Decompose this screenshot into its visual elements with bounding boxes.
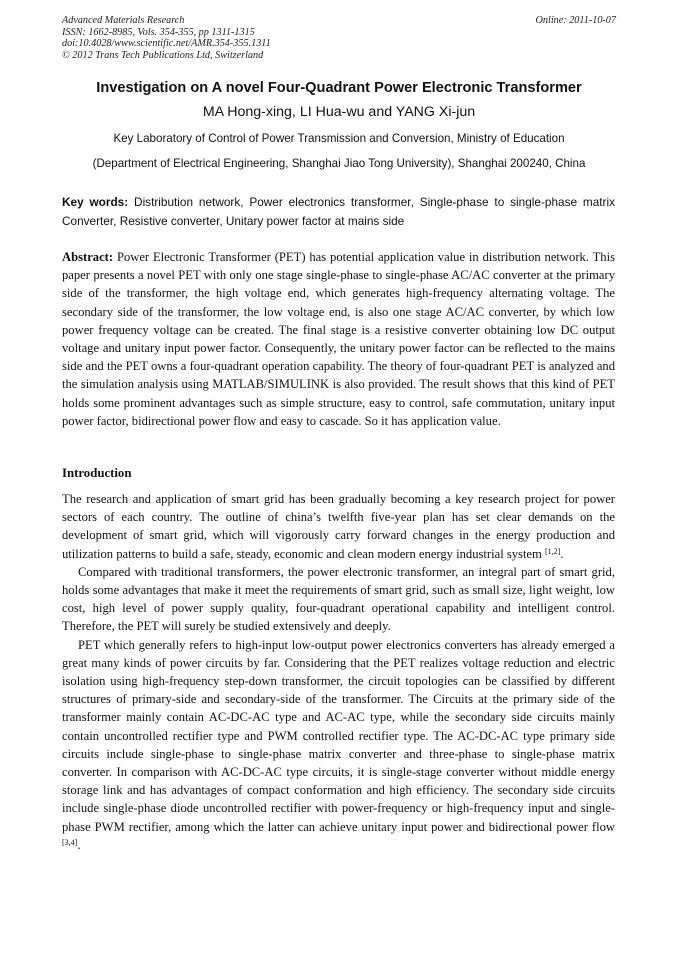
intro-paragraph-3 (62, 636, 615, 854)
keywords-label: Key words: (62, 195, 129, 209)
citation-ref: [1,2] (544, 546, 561, 556)
online-date: Online: 2011-10-07 (535, 15, 616, 26)
issn-line: ISSN: 1662-8985, Vols. 354-355, pp 1311-1315 (62, 26, 255, 38)
intro-paragraph-2: Compared with traditional transformers, the power electronic transformer, an integral part of smart grid, holds some advantages that make it meet the requirements of smart grid, such as small size, light weight, low cost, high level of power supply quality, four-quadrant operational capability and intelligent control. Therefore, the PET will surely be studied extensively and deeply. (62, 564, 615, 634)
citation-ref: [3,4] (62, 837, 78, 847)
intro-p3-end: . (77, 837, 81, 852)
abstract-text: Power Electronic Transformer (PET) has potential application value in distribution network. This paper presents a novel PET with only one stage single-phase to single-phase AC/AC converter at the primary side of the transformer, the high voltage end, which generates high-frequency alternating voltage. The secondary side of the transformer, the low voltage end, is also one stage AC/AC converter, by which low power frequency voltage can be created. The final stage is a resistive converter obtaining low DC output voltage and unitary input power factor. Consequently, the unitary power factor can be reflected to the mains side and the PET owns a four-quadrant operation capability. The theory of four-quadrant PET is analyzed and the simulation analysis using MATLAB/SIMULINK is also provided. The result shows that this kind of PET holds some prominent advantages such as simple structure, easy to control, safe commutation, unitary input power factor, bidirectional power flow and easy to cascade. So it has application value. (62, 250, 615, 428)
journal-header (62, 15, 616, 61)
abstract-label: Abstract: (62, 250, 114, 264)
keywords-text: Distribution network, Power electronics transformer, Single-phase to single-phase matrix Converter, Resistive converter, Unitary power factor at mains side (62, 195, 616, 228)
copyright-line: © 2012 Trans Tech Publications Ltd, Switzerland (62, 49, 264, 61)
intro-paragraph-1 (62, 490, 615, 563)
keywords-section (62, 193, 615, 231)
introduction-body (62, 490, 615, 854)
affiliation-department: (Department of Electrical Engineering, Shanghai Jiao Tong University), Shanghai 200240, China (92, 157, 586, 170)
journal-name: Advanced Materials Research (62, 15, 185, 26)
abstract-section (62, 248, 615, 430)
introduction-heading: Introduction (62, 466, 132, 480)
paper-title: Investigation on A novel Four-Quadrant Power Electronic Transformer (96, 80, 582, 96)
doi-line: doi:10.4028/www.scientific.net/AMR.354-355.1311 (62, 38, 271, 50)
author-list: MA Hong-xing, LI Hua-wu and YANG Xi-jun (202, 104, 476, 120)
intro-p1-end: . (560, 546, 564, 561)
intro-p3-text: PET which generally refers to high-input low-output power electronics converters has already emerged a great many kinds of power circuits by far. Considering that the PET realizes voltage reduction and electric isolation using high-frequency step-down transformer, the circuit topologies can be classified by different structures of primary-side and secondary-side of the transformer. The Circuits at the primary side of the transformer mainly contain AC-DC-AC type and AC-AC type, while the secondary side circuits mainly contain uncontrolled rectifier type and PWM controlled rectifier type. The AC-DC-AC type primary side circuits include single-phase to single-phase matrix converter and three-phase to single-phase matrix converter. In comparison with AC-DC-AC type circuits, it is single-stage converter without middle energy storage link and has advantages of compact conformation and high efficiency. The secondary side circuits include single-phase diode uncontrolled rectifier with power-frequency or high-frequency input and single-phase PWM rectifier, among which the latter can achieve unitary input power and bidirectional power flow (62, 637, 615, 834)
affiliation-lab: Key Laboratory of Control of Power Transmission and Conversion, Ministry of Education (113, 132, 565, 145)
intro-p1-text: The research and application of smart grid has been gradually becoming a key research project for power sectors of each country. The outline of china’s twelfth five-year plan has set clear demands on the development of smart grid, which will vigorously carry forward changes in the energy production and utilization patterns to build a safe, steady, economic and clean modern energy industrial system (62, 492, 615, 561)
